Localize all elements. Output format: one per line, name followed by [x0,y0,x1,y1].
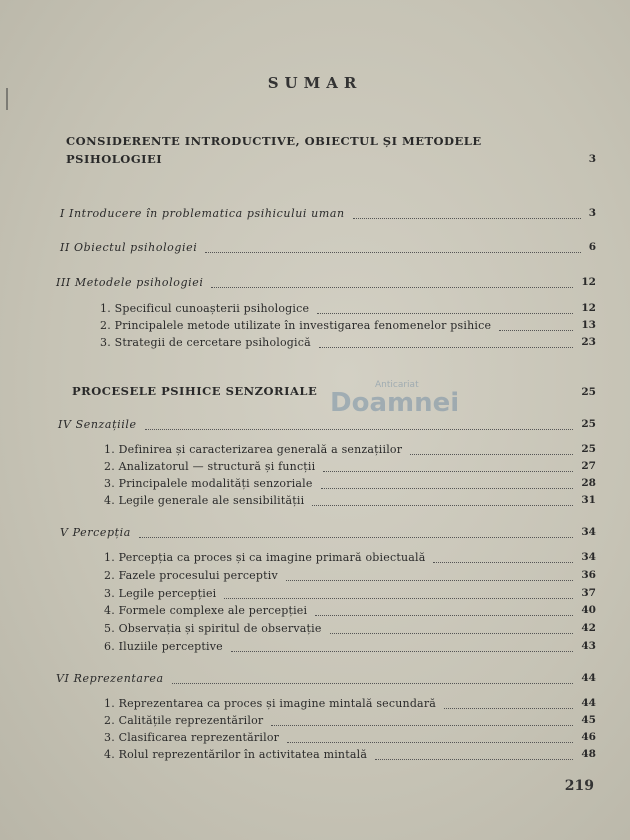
toc-page-number: 48 [581,748,596,760]
toc-item [0,477,630,495]
toc-item-label: 4. Legile generale ale sensibilității [104,494,305,507]
toc-page-number: 34 [581,526,596,538]
toc-chapter [0,241,630,259]
toc-chapter [0,418,630,436]
toc-item [0,731,630,749]
toc-item [0,494,630,512]
dot-leader [375,757,573,760]
dot-leader [319,345,573,348]
dot-leader [323,469,573,472]
toc-item [0,604,630,622]
toc-item-label: 4. Formele complexe ale percepției [104,604,308,617]
dot-leader [312,503,573,506]
toc-item [0,587,630,605]
toc-item [0,460,630,478]
toc-item-label: 1. Definirea și caracterizarea generală a senzațiilor [104,443,403,456]
toc-section [0,384,630,402]
toc-page-number: 36 [581,569,596,581]
toc-item [0,748,630,766]
toc-item-label: 2. Analizatorul — structură și funcții [104,460,316,473]
toc-page-number: 3 [588,207,596,219]
toc-item-label: 1. Reprezentarea ca proces și imagine mintală secundară [104,697,437,710]
dot-leader [211,285,573,288]
toc-chapter [0,526,630,544]
dot-leader [205,250,581,253]
toc-page-number: 31 [581,494,596,506]
toc-page-number: 25 [581,443,596,455]
watermark-text: Doamnei [330,388,460,418]
toc-item-label: 1. Percepția ca proces și ca imagine primară obiectuală [104,551,426,564]
toc-page-number: 6 [588,241,596,253]
dot-leader [499,328,573,331]
dot-leader [353,216,581,219]
page-title: SUMAR [267,74,363,92]
toc-page-number: 34 [581,551,596,563]
toc-item-label: 6. Iluziile perceptive [104,640,223,653]
toc-page-number: 37 [581,587,596,599]
toc-item [0,622,630,640]
page-number: 219 [564,778,594,794]
watermark [330,380,470,440]
toc-item-label: 2. Principalele metode utilizate în investigarea fenomenelor psihice [100,319,492,332]
toc-item-label: 3. Strategii de cercetare psihologică [100,336,311,349]
toc-chapter-label: I Introducere în problematica psihicului uman [60,207,345,220]
dot-leader [315,613,573,616]
toc-page-number: 28 [581,477,596,489]
dot-leader [139,535,573,538]
watermark-small-text: Anticariat [375,380,419,390]
dot-leader [321,486,573,489]
toc-page-number: 45 [581,714,596,726]
dot-leader [224,596,573,599]
toc-page-number: 43 [581,640,596,652]
toc-page-number: 44 [581,672,596,684]
toc-item-label: 4. Rolul reprezentărilor în activitatea mintală [104,748,368,761]
toc-chapter-label: II Obiectul psihologiei [60,241,198,254]
dot-leader [287,740,573,743]
toc-section [0,152,630,170]
toc-item [0,640,630,658]
toc-page-number: 46 [581,731,596,743]
toc-chapter-label: VI Reprezentarea [56,672,164,685]
toc-item-label: 3. Principalele modalități senzoriale [104,477,313,490]
toc-item-label: 1. Specificul cunoașterii psihologice [100,302,310,315]
toc-page-number: 42 [581,622,596,634]
toc-item-label: 3. Clasificarea reprezentărilor [104,731,280,744]
toc-page-number: 40 [581,604,596,616]
toc-page-number: 12 [581,276,596,288]
dot-leader [172,681,573,684]
dot-leader [317,311,573,314]
toc-chapter [0,207,630,225]
dot-leader [433,560,573,563]
toc-item [0,697,630,715]
toc-chapter-label: III Metodele psihologiei [56,276,204,289]
toc-item-label: 5. Observația și spiritul de observație [104,622,322,635]
toc-item [0,302,630,320]
toc-item-label: 2. Fazele procesului perceptiv [104,569,278,582]
toc-chapter-label: IV Senzațiile [58,418,137,431]
toc-page-number: 13 [581,319,596,331]
toc-chapter [0,672,630,690]
toc-page-number: 3 [588,153,596,165]
toc-page-number: 12 [581,302,596,314]
toc-item [0,336,630,354]
toc-item [0,551,630,569]
toc-page-number: 27 [581,460,596,472]
dot-leader [330,631,573,634]
toc-page-number: 23 [581,336,596,348]
toc-section-label: PROCESELE PSIHICE SENZORIALE [72,384,318,398]
dot-leader [410,452,573,455]
dot-leader [444,706,573,709]
toc-item-label: 3. Legile percepției [104,587,217,600]
toc-section-label: CONSIDERENTE INTRODUCTIVE, OBIECTUL ȘI METODELE [66,134,482,148]
toc-item [0,569,630,587]
dot-leader [231,649,573,652]
toc-page-number: 25 [581,418,596,430]
toc-chapter-label: V Percepția [60,526,131,539]
dot-leader [286,578,573,581]
toc-page-number: 44 [581,697,596,709]
dot-leader [271,723,573,726]
toc-item-label: 2. Calitățile reprezentărilor [104,714,264,727]
toc-chapter [0,276,630,294]
toc-item [0,319,630,337]
toc-section [0,134,630,152]
toc-item [0,714,630,732]
toc-section-label: PSIHOLOGIEI [66,152,163,166]
toc-item [0,443,630,461]
toc-page-number: 25 [581,386,596,398]
